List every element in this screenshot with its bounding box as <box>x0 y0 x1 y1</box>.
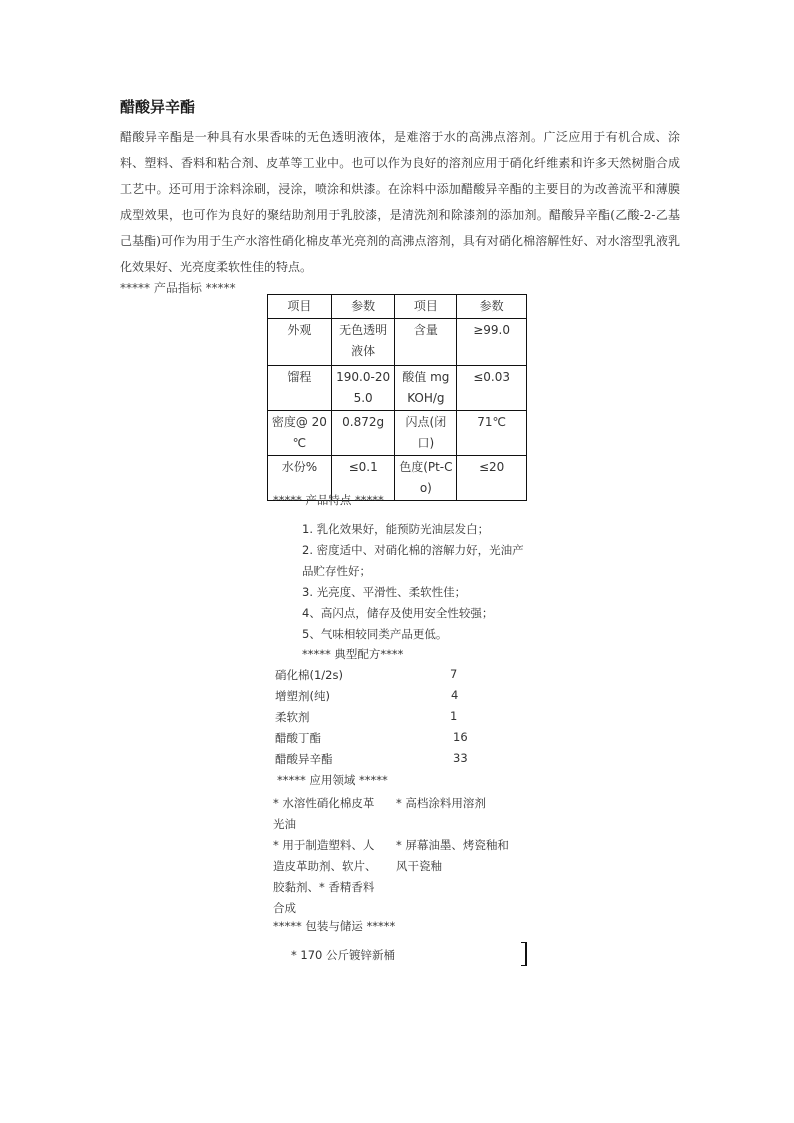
table-cell: 71℃ <box>457 411 527 456</box>
formula-amount: 33 <box>453 751 468 765</box>
table-cell: 水份% <box>268 456 332 501</box>
table-cell: 无色透明液体 <box>331 319 395 366</box>
formula-amount: 1 <box>450 709 458 723</box>
spec-heading: ***** 产品指标 ***** <box>120 281 236 295</box>
application-item: * 水溶性硝化棉皮革光油 <box>273 796 375 831</box>
table-cell: 190.0-205.0 <box>331 366 395 411</box>
feature-item: 4、高闪点，储存及使用安全性较强； <box>302 606 494 620</box>
application-item: * 高档涂料用溶剂 <box>396 796 486 810</box>
table-cell: 闪点(闭口) <box>395 411 457 456</box>
feature-item: 3. 光亮度、平滑性、柔软性佳； <box>302 585 467 599</box>
application-item: * 屏幕油墨、烤瓷釉和风干瓷釉 <box>396 838 509 873</box>
table-cell: 酸值 mgKOH/g <box>395 366 457 411</box>
formula-ingredient: 增塑剂(纯) <box>275 689 330 703</box>
application-item: * 用于制造塑料、人造皮革助剂、软片、胶黏剂、* 香精香料合成 <box>273 838 377 915</box>
formula-ingredient: 醋酸异辛酯 <box>275 752 333 766</box>
formula-heading: ***** 典型配方**** <box>302 647 404 661</box>
table-cell: ≤0.1 <box>331 456 395 501</box>
formula-amount: 7 <box>450 667 458 681</box>
table-cell: ≤20 <box>457 456 527 501</box>
table-header-cell: 参数 <box>331 295 395 319</box>
packaging-heading: ***** 包装与储运 ***** <box>273 919 396 933</box>
table-cell: ≤0.03 <box>457 366 527 411</box>
table-header-cell: 参数 <box>457 295 527 319</box>
feature-item: 1. 乳化效果好，能预防光油层发白； <box>302 522 490 536</box>
table-cell: 外观 <box>268 319 332 366</box>
feature-item: 2. 密度适中、对硝化棉的溶解力好，光油产品贮存性好； <box>302 543 524 578</box>
table-row <box>268 411 527 456</box>
page-title: 醋酸异辛酯 <box>120 98 196 116</box>
formula-amount: 16 <box>453 730 468 744</box>
feature-item: 5、气味相较同类产品更低。 <box>302 627 448 641</box>
table-cell: 含量 <box>395 319 457 366</box>
table-cell: 色度(Pt-Co) <box>395 456 457 501</box>
table-header-cell: 项目 <box>268 295 332 319</box>
table-cell: ≥99.0 <box>457 319 527 366</box>
table-cell: 馏程 <box>268 366 332 411</box>
formula-ingredient: 醋酸丁酯 <box>275 731 321 745</box>
spec-table <box>267 294 527 501</box>
formula-amount: 4 <box>451 688 459 702</box>
formula-ingredient: 柔软剂 <box>275 710 310 724</box>
table-border-fragment <box>521 942 527 966</box>
table-header-cell: 项目 <box>395 295 457 319</box>
table-header-row <box>268 295 527 319</box>
table-cell: 密度@ 20 ℃ <box>268 411 332 456</box>
application-heading: ***** 应用领域 ***** <box>277 773 388 787</box>
intro-paragraph: 醋酸异辛酯是一种具有水果香味的无色透明液体，是难溶于水的高沸点溶剂。广泛应用于有机合成、涂料、塑料、香料和粘合剂、皮革等工业中。也可以作为良好的溶剂应用于硝化纤维素和许多天然树脂合成工艺中。还可用于涂料涂刷，浸涂，喷涂和烘漆。在涂料中添加醋酸异辛酯的主要目的为改善流平和薄膜成型效果，也可作为良好的聚结助剂用于乳胶漆，是清洗剂和除漆剂的添加剂。醋酸异辛酯(乙酸-2-乙基己基酯)可作为用于生产水溶性硝化棉皮革光亮剂的高沸点溶剂，具有对硝化棉溶解性好、对水溶型乳液乳化效果好、光亮度柔软性佳的特点。 <box>120 130 680 274</box>
table-row <box>268 366 527 411</box>
table-row <box>268 319 527 366</box>
features-heading: ***** 产品特点 ***** <box>273 493 384 507</box>
formula-ingredient: 硝化棉(1/2s) <box>275 668 343 682</box>
packaging-item: * 170 公斤镀锌新桶 <box>291 948 396 962</box>
table-cell: 0.872g <box>331 411 395 456</box>
